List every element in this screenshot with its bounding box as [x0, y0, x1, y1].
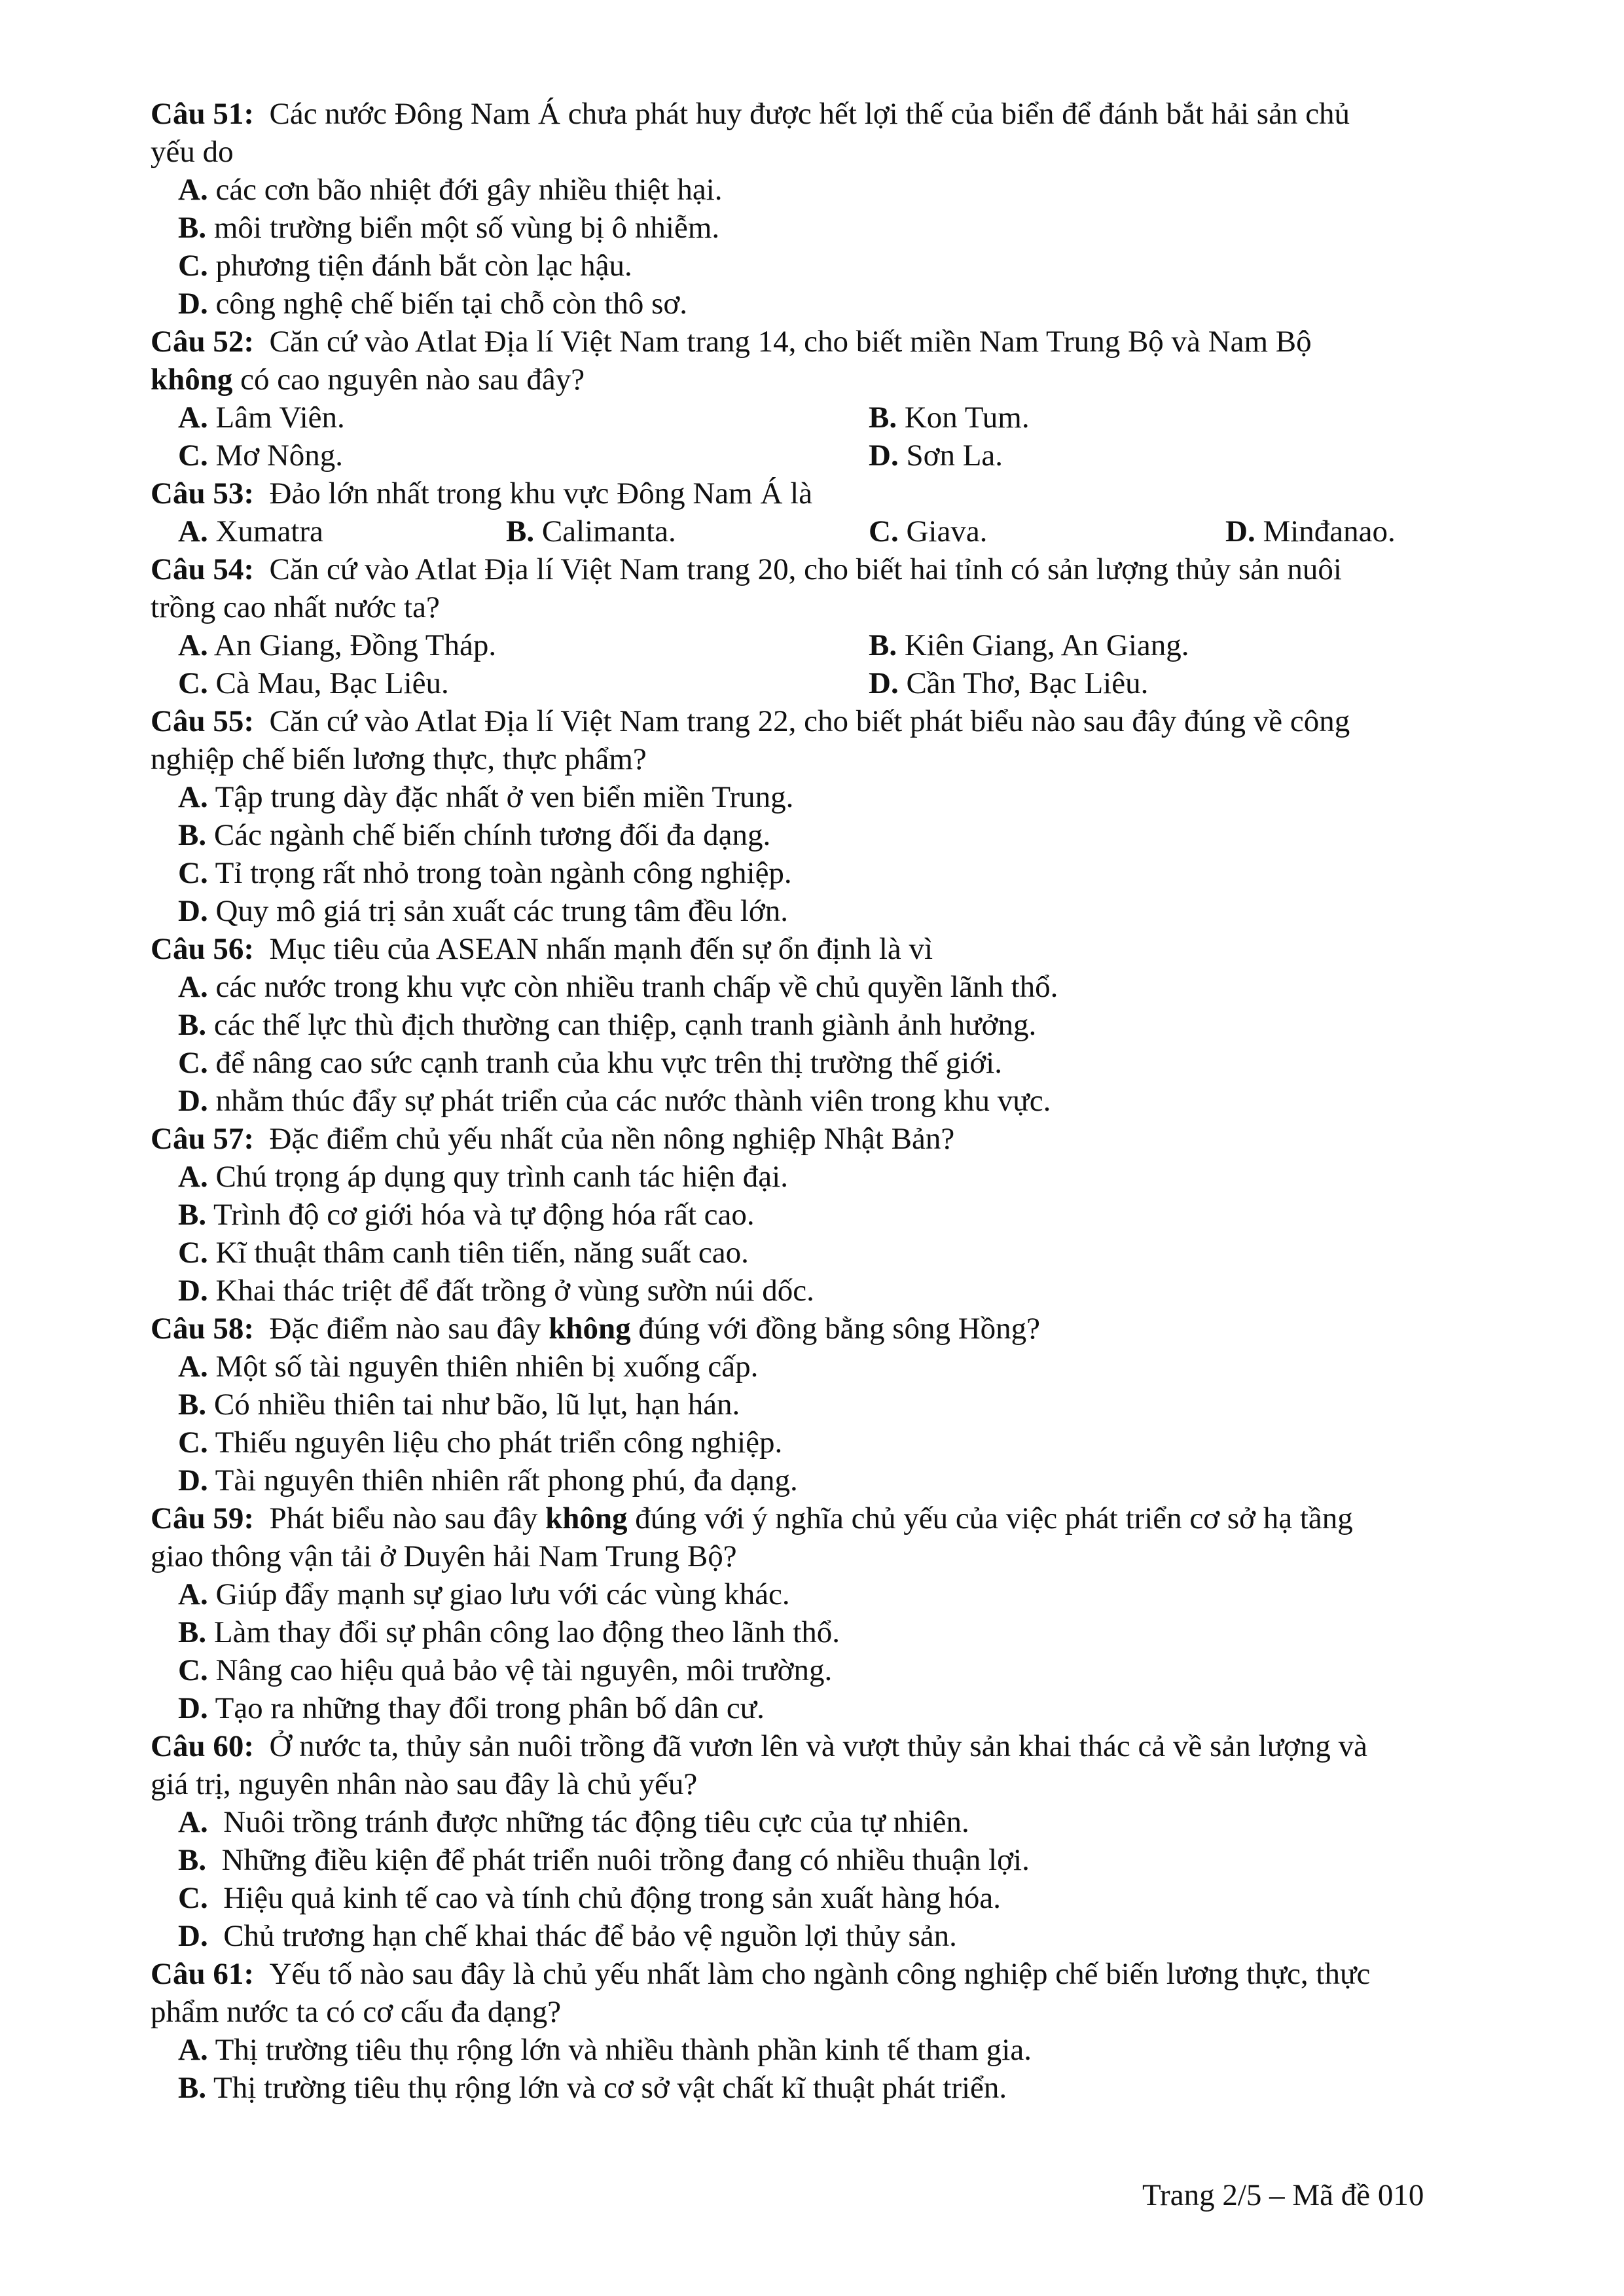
question-text-cont: [151, 1993, 1466, 2031]
option-text: Lâm Viên.: [215, 401, 345, 435]
option-d: [178, 892, 788, 930]
option-label: C.: [178, 439, 208, 473]
option-b: [869, 626, 1189, 664]
option-text: Kiên Giang, An Giang.: [904, 628, 1189, 662]
option-label: A.: [178, 514, 208, 548]
option-label: C.: [178, 1881, 208, 1915]
question-text-line2: có cao nguyên nào sau đây?: [232, 363, 585, 397]
option-label: C.: [869, 514, 899, 548]
question-number: Câu 55:: [151, 704, 254, 738]
option-d: [178, 1272, 814, 1310]
option-text: Calimanta.: [541, 514, 676, 548]
question-number: Câu 54:: [151, 552, 254, 586]
option-label: D.: [869, 666, 899, 700]
option-d: [869, 437, 1003, 475]
option-label: A.: [178, 1805, 208, 1839]
option-text: Mơ Nông.: [215, 439, 344, 473]
option-a: [178, 626, 496, 664]
option-text: Làm thay đổi sự phân công lao động theo lãnh thổ.: [213, 1615, 840, 1649]
question-54: [151, 550, 1466, 588]
option-text: Chủ trương hạn chế khai thác để bảo vệ nguồn lợi thủy sản.: [223, 1919, 957, 1953]
option-text: Khai thác triệt để đất trồng ở vùng sườn núi dốc.: [215, 1274, 814, 1308]
option-b: [178, 1841, 1030, 1879]
option-b: [178, 1006, 1036, 1044]
question-number: Câu 60:: [151, 1729, 254, 1763]
question-53: [151, 475, 1466, 512]
option-c: [869, 512, 987, 550]
option-label: A.: [178, 2033, 208, 2067]
option-label: A.: [178, 1350, 208, 1384]
option-c: [178, 1424, 782, 1462]
option-text: Giava.: [906, 514, 988, 548]
option-text: Minđanao.: [1263, 514, 1396, 548]
question-text-line2: yếu do: [151, 135, 234, 169]
option-text: Tạo ra những thay đổi trong phân bố dân cư.: [215, 1691, 765, 1725]
option-a: [178, 399, 345, 437]
option-d: [178, 1689, 765, 1727]
option-label: B.: [178, 211, 207, 245]
option-d: [869, 664, 1148, 702]
option-text: nhằm thúc đẩy sự phát triển của các nước thành viên trong khu vực.: [215, 1084, 1051, 1118]
question-text: Phát biểu nào sau đây: [269, 1501, 546, 1535]
question-56: [151, 930, 1466, 968]
question-60: [151, 1727, 1466, 1765]
option-text: Giúp đẩy mạnh sự giao lưu với các vùng khác.: [215, 1577, 790, 1611]
option-b: [178, 1386, 740, 1424]
question-text: Đảo lớn nhất trong khu vực Đông Nam Á là: [269, 476, 813, 511]
option-label: D.: [178, 1084, 208, 1118]
option-label: C.: [178, 666, 208, 700]
option-text: phương tiện đánh bắt còn lạc hậu.: [215, 249, 632, 283]
option-label: D.: [178, 1463, 208, 1498]
option-label: B.: [506, 514, 535, 548]
option-a: [178, 1803, 969, 1841]
question-text: Yếu tố nào sau đây là chủ yếu nhất làm cho ngành công nghiệp chế biến lương thực, thực: [269, 1957, 1371, 1991]
option-b: [178, 2069, 1007, 2107]
question-text-after: đúng với ý nghĩa chủ yếu của việc phát triển cơ sở hạ tầng: [627, 1501, 1353, 1535]
option-c: [178, 1879, 1001, 1917]
question-text-cont: [151, 740, 1466, 778]
option-label: B.: [178, 1008, 207, 1042]
option-text: môi trường biển một số vùng bị ô nhiễm.: [213, 211, 720, 245]
option-label: A.: [178, 628, 208, 662]
option-text: các thế lực thù địch thường can thiệp, cạnh tranh giành ảnh hưởng.: [213, 1008, 1037, 1042]
option-b: [869, 399, 1030, 437]
option-text: Kĩ thuật thâm canh tiên tiến, năng suất cao.: [215, 1236, 749, 1270]
option-text: Thị trường tiêu thụ rộng lớn và cơ sở vật chất kĩ thuật phát triển.: [213, 2071, 1007, 2105]
question-52: [151, 323, 1466, 361]
option-text: Quy mô giá trị sản xuất các trung tâm đều lớn.: [215, 894, 789, 928]
option-label: C.: [178, 1236, 208, 1270]
question-text-cont: [151, 361, 1466, 399]
question-text-line2: phẩm nước ta có cơ cấu đa dạng?: [151, 1995, 562, 2029]
option-c: [178, 664, 449, 702]
option-a: [178, 1575, 790, 1613]
option-d: [178, 1082, 1051, 1120]
question-number: Câu 52:: [151, 325, 254, 359]
question-text: Mục tiêu của ASEAN nhấn mạnh đến sự ổn định là vì: [269, 932, 933, 966]
option-text: Thiếu nguyên liệu cho phát triển công nghiệp.: [215, 1426, 783, 1460]
option-label: D.: [178, 287, 208, 321]
question-51: [151, 95, 1466, 133]
option-b: [178, 1196, 755, 1234]
page-footer: Trang 2/5 – Mã đề 010: [1142, 2178, 1424, 2212]
question-number: Câu 58:: [151, 1312, 254, 1346]
option-label: D.: [178, 894, 208, 928]
option-label: A.: [178, 1577, 208, 1611]
option-text: Xumatra: [215, 514, 323, 548]
option-label: D.: [178, 1691, 208, 1725]
option-label: B.: [178, 1843, 207, 1877]
option-c: [178, 854, 792, 892]
bold-keyword: không: [151, 363, 233, 397]
option-text: Hiệu quả kinh tế cao và tính chủ động trong sản xuất hàng hóa.: [223, 1881, 1001, 1915]
option-text: Cần Thơ, Bạc Liêu.: [906, 666, 1149, 700]
option-text: Tỉ trọng rất nhỏ trong toàn ngành công nghiệp.: [215, 856, 792, 890]
option-a: [178, 1158, 788, 1196]
option-label: B.: [178, 1388, 207, 1422]
option-label: B.: [869, 401, 897, 435]
option-label: C.: [178, 1046, 208, 1080]
option-c: [178, 437, 343, 475]
question-55: [151, 702, 1466, 740]
option-label: C.: [178, 1426, 208, 1460]
question-number: Câu 59:: [151, 1501, 254, 1535]
question-text: Các nước Đông Nam Á chưa phát huy được hết lợi thế của biển để đánh bắt hải sản chủ: [269, 97, 1350, 131]
question-text: Căn cứ vào Atlat Địa lí Việt Nam trang 20, cho biết hai tỉnh có sản lượng thủy sản nuôi: [269, 552, 1342, 586]
question-number: Câu 51:: [151, 97, 254, 131]
option-a: [178, 171, 722, 209]
option-label: C.: [178, 249, 208, 283]
option-label: B.: [178, 1198, 207, 1232]
option-label: D.: [1225, 514, 1255, 548]
question-text-cont: [151, 1537, 1466, 1575]
option-text: Chú trọng áp dụng quy trình canh tác hiện đại.: [215, 1160, 788, 1194]
option-text: Một số tài nguyên thiên nhiên bị xuống cấp.: [215, 1350, 759, 1384]
option-text: Các ngành chế biến chính tương đối đa dạng.: [213, 818, 771, 852]
question-57: [151, 1120, 1466, 1158]
option-c: [178, 1234, 749, 1272]
question-number: Câu 61:: [151, 1957, 254, 1991]
option-label: B.: [869, 628, 897, 662]
question-text-line2: trồng cao nhất nước ta?: [151, 590, 440, 624]
option-label: A.: [178, 173, 208, 207]
option-c: [178, 1044, 1002, 1082]
question-text-after: đúng với đồng bằng sông Hồng?: [630, 1312, 1041, 1346]
option-text: Thị trường tiêu thụ rộng lớn và nhiều thành phần kinh tế tham gia.: [215, 2033, 1032, 2067]
option-a: [178, 1348, 758, 1386]
question-text: Ở nước ta, thủy sản nuôi trồng đã vươn lên và vượt thủy sản khai thác cả về sản lượng và: [269, 1729, 1368, 1763]
option-b: [178, 209, 719, 247]
option-a: [178, 778, 793, 816]
option-label: D.: [178, 1274, 208, 1308]
question-number: Câu 56:: [151, 932, 254, 966]
option-text: Kon Tum.: [904, 401, 1030, 435]
option-a: [178, 512, 323, 550]
question-text: Đặc điểm nào sau đây: [269, 1312, 549, 1346]
option-d: [178, 1462, 798, 1499]
bold-keyword: không: [549, 1312, 631, 1346]
option-label: D.: [869, 439, 899, 473]
question-text-line2: nghiệp chế biến lương thực, thực phẩm?: [151, 742, 647, 776]
question-text: Căn cứ vào Atlat Địa lí Việt Nam trang 22, cho biết phát biểu nào sau đây đúng về công: [269, 704, 1350, 738]
question-number: Câu 53:: [151, 476, 254, 511]
option-text: công nghệ chế biến tại chỗ còn thô sơ.: [215, 287, 687, 321]
option-label: B.: [178, 2071, 207, 2105]
option-a: [178, 2031, 1032, 2069]
option-text: Tập trung dày đặc nhất ở ven biển miền Trung.: [215, 780, 794, 814]
option-c: [178, 1651, 832, 1689]
question-text-cont: [151, 133, 1466, 171]
option-label: B.: [178, 818, 207, 852]
option-label: B.: [178, 1615, 207, 1649]
option-label: A.: [178, 970, 208, 1004]
option-label: A.: [178, 780, 208, 814]
option-text: Tài nguyên thiên nhiên rất phong phú, đa dạng.: [215, 1463, 798, 1498]
option-text: Có nhiều thiên tai như bão, lũ lụt, hạn hán.: [213, 1388, 740, 1422]
option-text: Trình độ cơ giới hóa và tự động hóa rất cao.: [213, 1198, 755, 1232]
option-b: [178, 816, 770, 854]
option-text: để nâng cao sức cạnh tranh của khu vực trên thị trường thế giới.: [215, 1046, 1002, 1080]
option-label: A.: [178, 401, 208, 435]
option-c: [178, 247, 632, 285]
question-text-line2: giao thông vận tải ở Duyên hải Nam Trung Bộ?: [151, 1539, 737, 1573]
option-text: Nâng cao hiệu quả bảo vệ tài nguyên, môi trường.: [215, 1653, 833, 1687]
question-text-cont: [151, 1765, 1466, 1803]
question-58: [151, 1310, 1466, 1348]
option-text: Những điều kiện để phát triển nuôi trồng đang có nhiều thuận lợi.: [221, 1843, 1030, 1877]
option-label: C.: [178, 1653, 208, 1687]
option-b: [506, 512, 676, 550]
question-text-line2: giá trị, nguyên nhân nào sau đây là chủ yếu?: [151, 1767, 698, 1801]
option-d: [178, 1917, 957, 1955]
option-label: D.: [178, 1919, 208, 1953]
question-text: Đặc điểm chủ yếu nhất của nền nông nghiệp Nhật Bản?: [269, 1122, 955, 1156]
option-text: Sơn La.: [906, 439, 1003, 473]
question-text: Căn cứ vào Atlat Địa lí Việt Nam trang 14, cho biết miền Nam Trung Bộ và Nam Bộ: [269, 325, 1312, 359]
option-d: [178, 285, 687, 323]
option-b: [178, 1613, 840, 1651]
option-text: Cà Mau, Bạc Liêu.: [215, 666, 449, 700]
option-label: C.: [178, 856, 208, 890]
question-number: Câu 57:: [151, 1122, 254, 1156]
option-d: [1225, 512, 1396, 550]
bold-keyword: không: [545, 1501, 628, 1535]
question-text-cont: [151, 588, 1466, 626]
option-text: các nước trong khu vực còn nhiều tranh chấp về chủ quyền lãnh thổ.: [215, 970, 1058, 1004]
option-text: An Giang, Đồng Tháp.: [213, 628, 497, 662]
option-a: [178, 968, 1058, 1006]
question-61: [151, 1955, 1466, 1993]
option-text: các cơn bão nhiệt đới gây nhiều thiệt hại.: [215, 173, 723, 207]
option-label: A.: [178, 1160, 208, 1194]
question-59: [151, 1499, 1466, 1537]
option-text: Nuôi trồng tránh được những tác động tiêu cực của tự nhiên.: [223, 1805, 969, 1839]
